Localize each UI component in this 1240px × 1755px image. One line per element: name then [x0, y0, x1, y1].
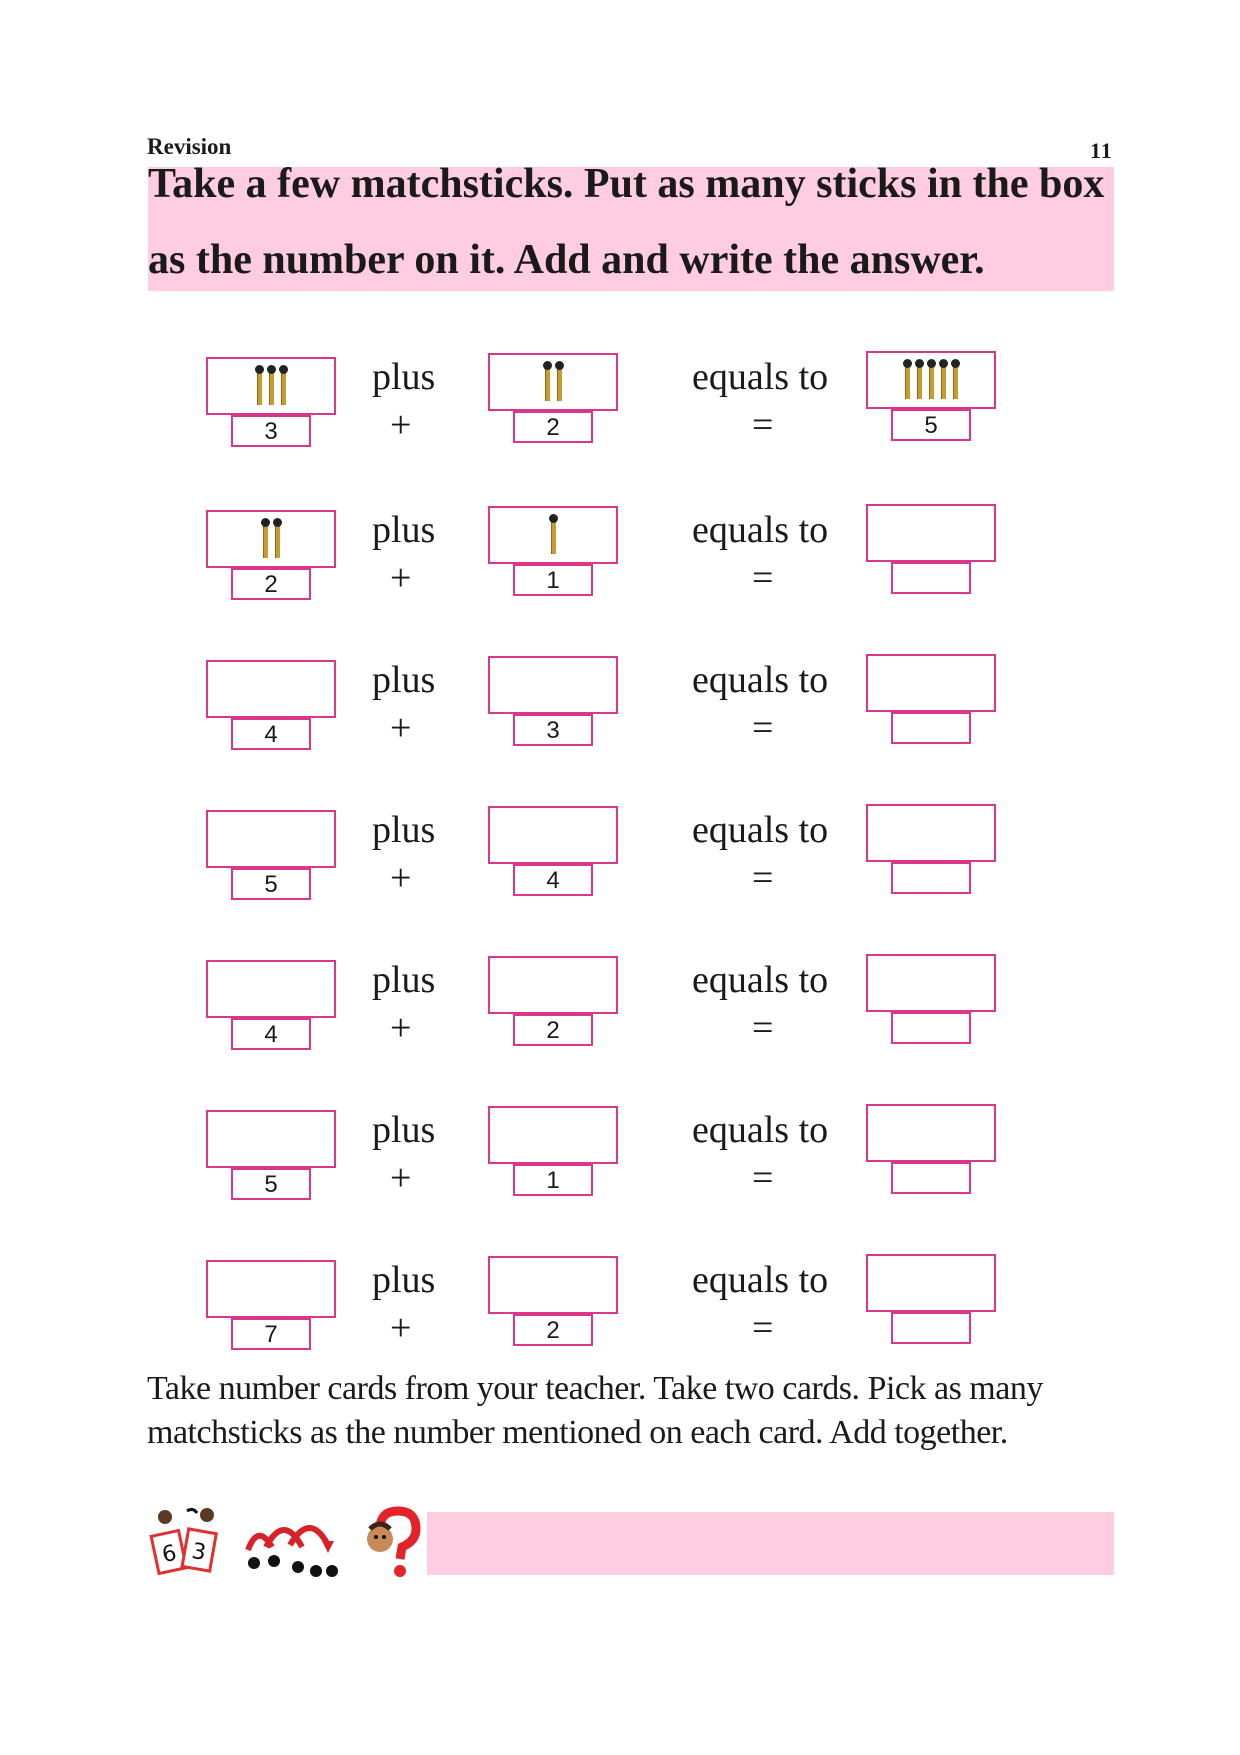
plus-word: plus [372, 1109, 436, 1151]
addend-b-matchsticks [490, 355, 616, 409]
equals-symbol: = [752, 707, 774, 749]
answer-box[interactable] [866, 654, 996, 712]
plus-word: plus [372, 356, 436, 398]
plus-symbol: + [390, 1157, 412, 1199]
matchstick-icon [545, 365, 550, 401]
addend-b-box[interactable] [488, 956, 618, 1014]
card-digit-3: 3 [189, 1538, 208, 1567]
plus-symbol: + [390, 1007, 412, 1049]
matchstick-icon [263, 522, 268, 558]
addend-a-number-label: 3 [231, 415, 311, 447]
answer-box[interactable] [866, 954, 996, 1012]
answer-number-label[interactable] [891, 712, 971, 744]
answer-box[interactable] [866, 804, 996, 862]
equals-symbol: = [752, 857, 774, 899]
answer-box[interactable] [866, 1254, 996, 1312]
addend-a-matchsticks [208, 512, 334, 566]
plus-word: plus [372, 959, 436, 1001]
matchstick-icon [929, 363, 934, 399]
addend-b-number-label: 2 [513, 411, 593, 443]
answer-number-label: 5 [891, 409, 971, 441]
footer-band [427, 1512, 1114, 1575]
addend-b-box[interactable] [488, 1256, 618, 1314]
addend-a-number-label: 5 [231, 1168, 311, 1200]
plus-word: plus [372, 659, 436, 701]
addend-a-matchsticks [208, 359, 334, 413]
equals-word: equals to [692, 959, 829, 1001]
equals-symbol: = [752, 1157, 774, 1199]
answer-box[interactable] [866, 504, 996, 562]
matchstick-icon [257, 369, 262, 405]
activity-line-1: Take number cards from your teacher. Take two cards. Pick as many [147, 1370, 1043, 1407]
equals-word: equals to [692, 1109, 829, 1151]
matchstick-icon [917, 363, 922, 399]
answer-number-label[interactable] [891, 1012, 971, 1044]
equals-word: equals to [692, 1259, 829, 1301]
addend-b-box[interactable] [488, 806, 618, 864]
answer-number-label[interactable] [891, 1312, 971, 1344]
plus-symbol: + [390, 707, 412, 749]
page-number: 11 [1090, 138, 1113, 163]
plus-word: plus [372, 809, 436, 851]
thinking-question-icon [350, 1505, 425, 1580]
instruction-line-1: Take a few matchsticks. Put as many sticks in the box [148, 161, 1105, 207]
jumping-dots-icon [240, 1505, 340, 1580]
addend-a-number-label: 7 [231, 1318, 311, 1350]
matchstick-icon [941, 363, 946, 399]
plus-word: plus [372, 509, 436, 551]
addend-a-number-label: 5 [231, 868, 311, 900]
matchstick-icon [905, 363, 910, 399]
addend-a-box [206, 510, 336, 568]
addend-a-box[interactable] [206, 1260, 336, 1318]
addend-a-number-label: 4 [231, 718, 311, 750]
addend-b-box [488, 506, 618, 564]
equals-word: equals to [692, 509, 829, 551]
matchstick-icon [953, 363, 958, 399]
addend-b-number-label: 1 [513, 1164, 593, 1196]
addend-a-number-label: 4 [231, 1018, 311, 1050]
card-digit-6: 6 [159, 1540, 179, 1569]
answer-number-label[interactable] [891, 1162, 971, 1194]
addend-a-box[interactable] [206, 1110, 336, 1168]
equals-word: equals to [692, 809, 829, 851]
equals-symbol: = [752, 404, 774, 446]
addend-a-box [206, 357, 336, 415]
addend-b-box [488, 353, 618, 411]
equals-symbol: = [752, 557, 774, 599]
section-label: Revision [147, 134, 232, 159]
equals-word: equals to [692, 659, 829, 701]
matchstick-icon [269, 369, 274, 405]
addend-a-box[interactable] [206, 810, 336, 868]
plus-symbol: + [390, 1307, 412, 1349]
answer-number-label[interactable] [891, 562, 971, 594]
equals-symbol: = [752, 1007, 774, 1049]
addend-b-number-label: 1 [513, 564, 593, 596]
addend-b-box[interactable] [488, 1106, 618, 1164]
addend-a-box[interactable] [206, 960, 336, 1018]
answer-number-label[interactable] [891, 862, 971, 894]
addend-b-number-label: 3 [513, 714, 593, 746]
addend-a-number-label: 2 [231, 568, 311, 600]
answer-matchsticks [868, 353, 994, 407]
activity-line-2: matchsticks as the number mentioned on each card. Add together. [147, 1414, 1008, 1451]
addend-a-box[interactable] [206, 660, 336, 718]
plus-word: plus [372, 1259, 436, 1301]
equals-word: equals to [692, 356, 829, 398]
plus-symbol: + [390, 857, 412, 899]
addend-b-number-label: 2 [513, 1014, 593, 1046]
matchstick-icon [275, 522, 280, 558]
number-cards-icon [147, 1505, 227, 1580]
equals-symbol: = [752, 1307, 774, 1349]
answer-box[interactable] [866, 1104, 996, 1162]
answer-box [866, 351, 996, 409]
plus-symbol: + [390, 557, 412, 599]
matchstick-icon [281, 369, 286, 405]
addend-b-number-label: 2 [513, 1314, 593, 1346]
matchstick-icon [551, 518, 556, 554]
matchstick-icon [557, 365, 562, 401]
addend-b-box[interactable] [488, 656, 618, 714]
addend-b-number-label: 4 [513, 864, 593, 896]
addend-b-matchsticks [490, 508, 616, 562]
plus-symbol: + [390, 404, 412, 446]
instruction-line-2: as the number on it. Add and write the answer. [148, 237, 985, 283]
